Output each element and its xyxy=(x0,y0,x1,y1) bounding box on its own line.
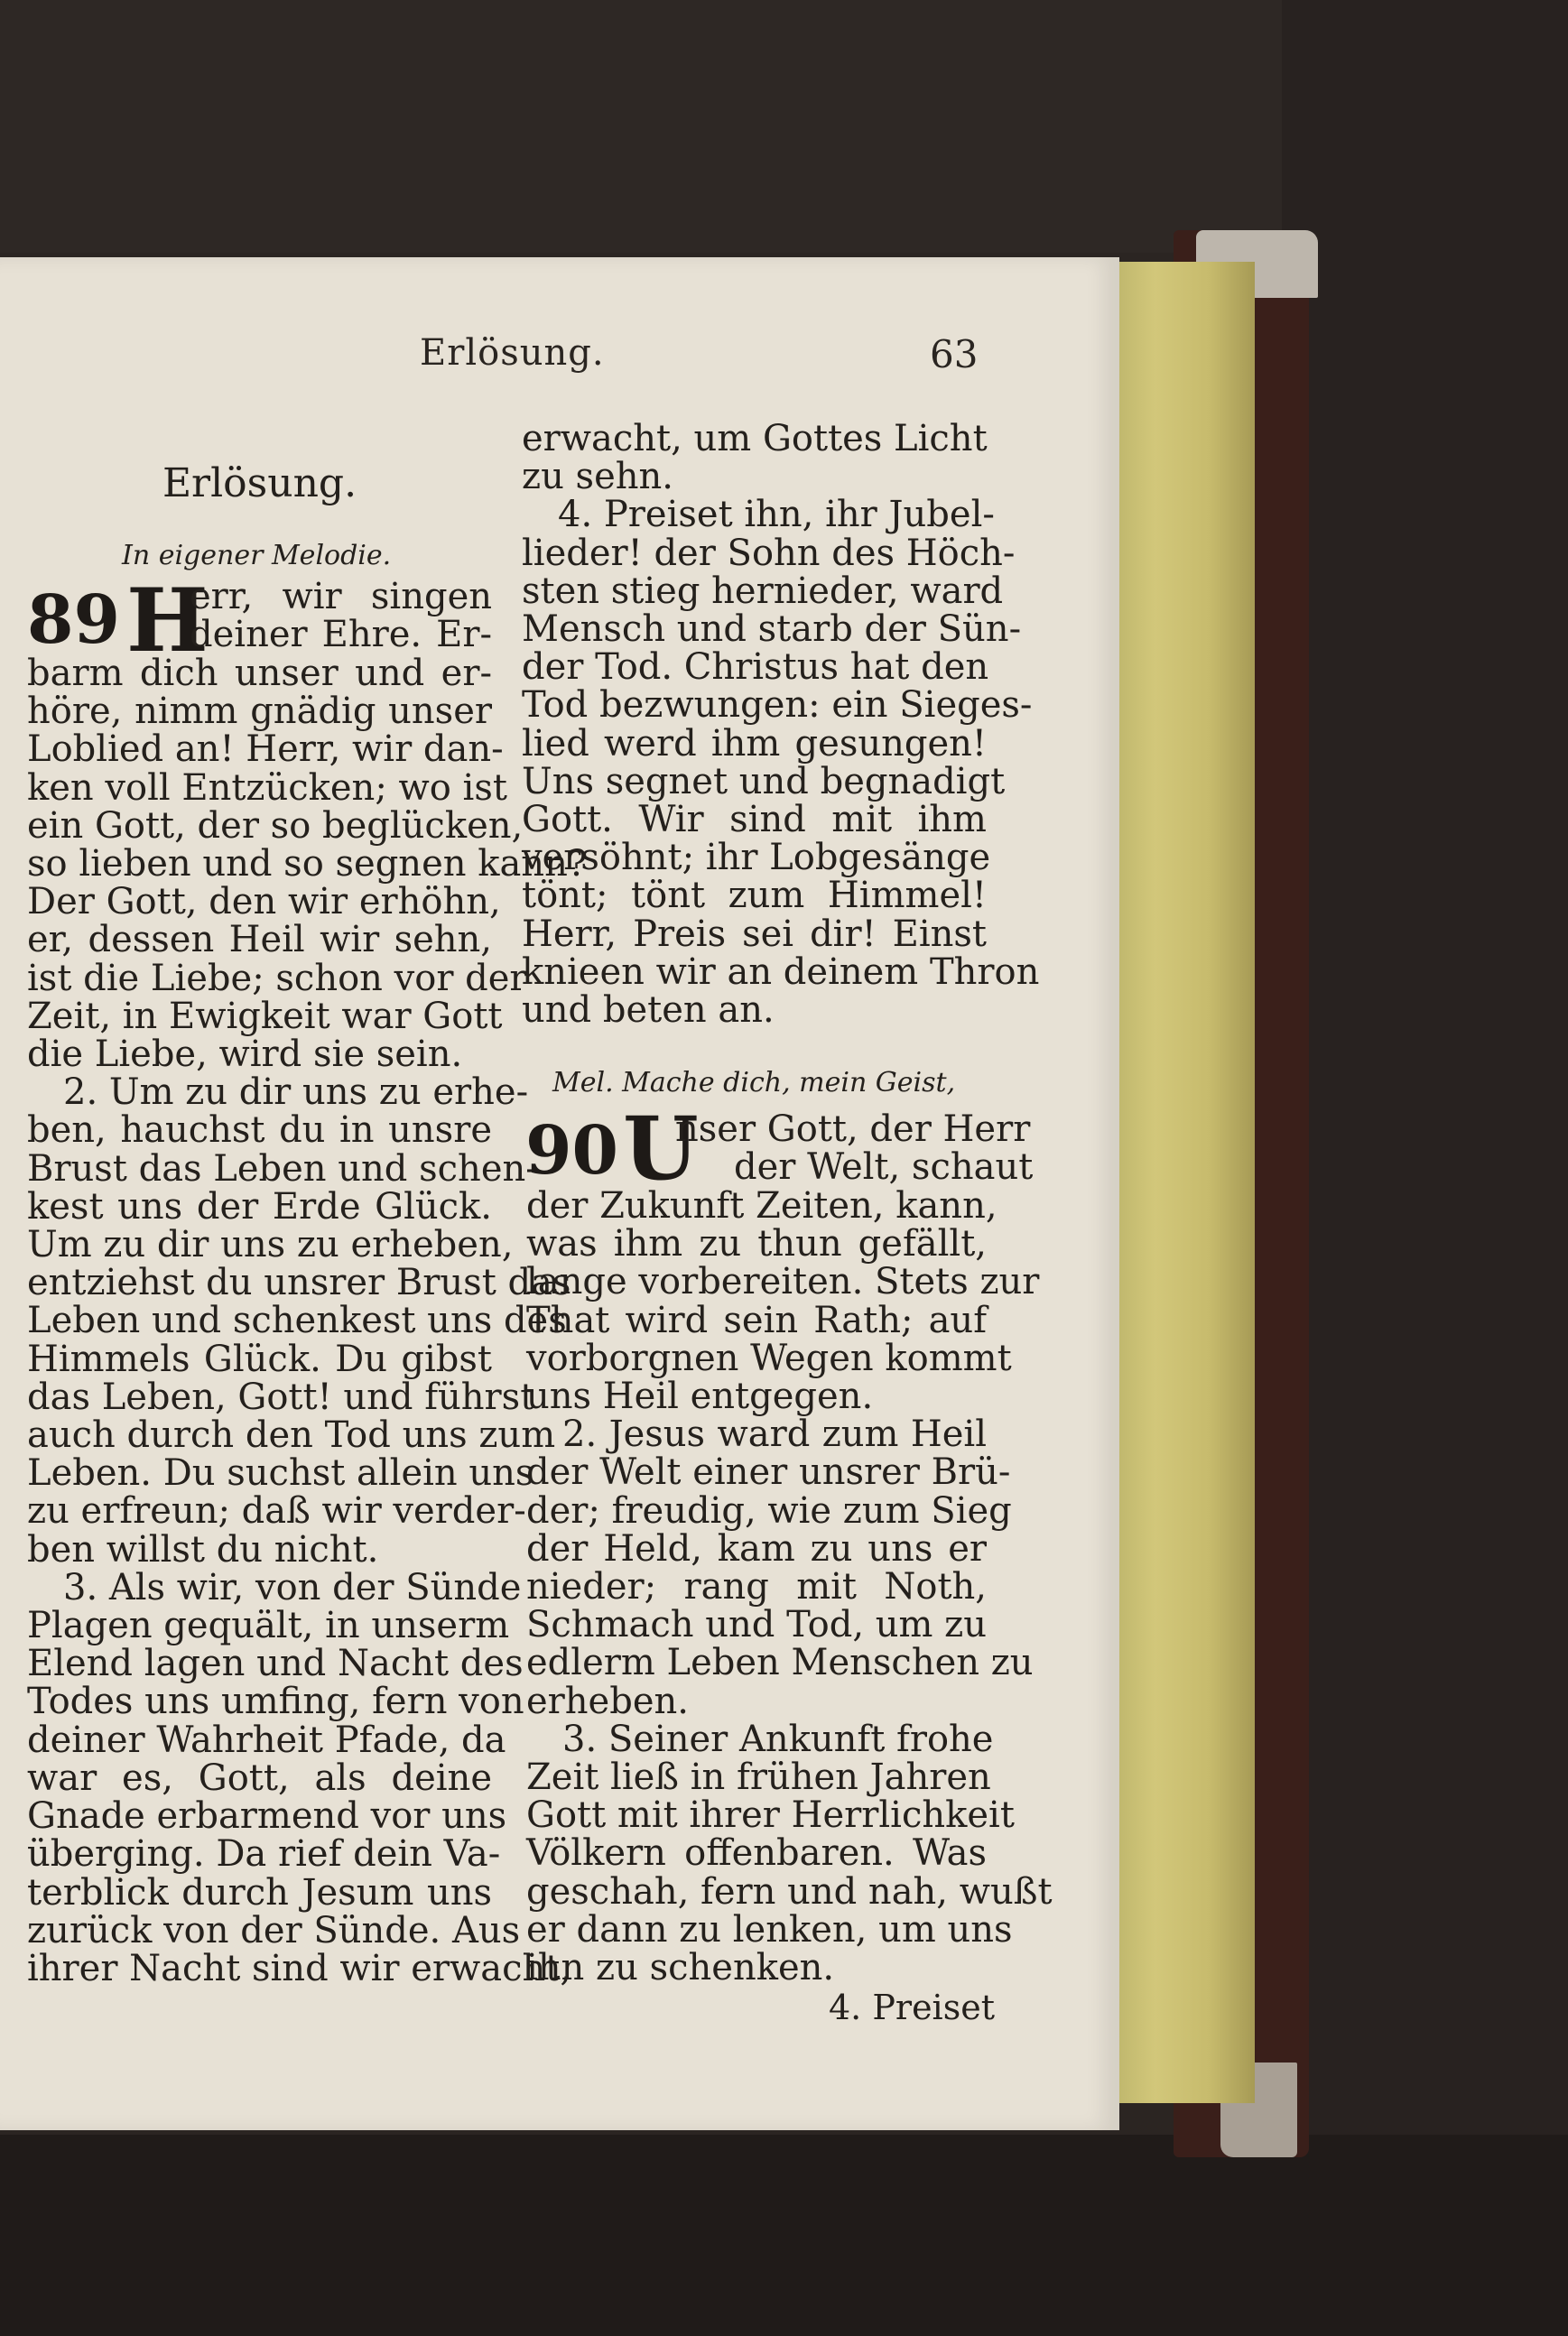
text-line: 3. Als wir, von der Sünde xyxy=(63,1566,522,1608)
hymn-89-opening xyxy=(190,578,492,654)
text-line: Leben und schenkest uns des xyxy=(27,1300,567,1342)
text-line: versöhnt; ihr Lobgesänge xyxy=(522,837,991,879)
gilded-page-edge xyxy=(1101,262,1255,2103)
text-line: auch durch den Tod uns zum xyxy=(27,1414,556,1457)
text-line: Herr, Preis sei dir! Einst xyxy=(522,913,987,955)
text-line: 2. Um zu dir uns zu erhe- xyxy=(63,1071,529,1114)
text-line: err, wir singen xyxy=(190,576,492,617)
text-line: Gnade erbarmend vor uns xyxy=(27,1795,507,1838)
text-line: entziehst du unsrer Brust das xyxy=(27,1262,571,1304)
text-line: erheben. xyxy=(526,1680,689,1722)
text-line: deiner Ehre. Er- xyxy=(190,614,492,656)
text-line: zu erfreun; daß wir verder- xyxy=(27,1490,526,1533)
page-number: 63 xyxy=(930,332,979,376)
text-line: das Leben, Gott! und führst xyxy=(27,1376,535,1418)
text-line: Zeit, in Ewigkeit war Gott xyxy=(27,995,503,1037)
text-line: deiner Wahrheit Pfade, da xyxy=(27,1719,506,1761)
text-line: Elend lagen und Nacht des xyxy=(27,1643,524,1685)
section-title: Erlösung. xyxy=(162,460,357,506)
text-line: nser Gott, der Herr xyxy=(675,1108,1031,1150)
text-line: kest uns der Erde Glück. xyxy=(27,1185,492,1228)
melody-note-90: Mel. Mache dich, mein Geist, xyxy=(552,1067,956,1098)
text-line: der Zukunft Zeiten, kann, xyxy=(526,1185,997,1227)
text-line: Brust das Leben und schen- xyxy=(27,1147,538,1190)
melody-note-89: In eigener Melodie. xyxy=(122,540,392,571)
drop-cap-89: H xyxy=(126,570,209,672)
text-line: höre, nimm gnädig unser xyxy=(27,691,492,733)
text-line: so lieben und so segnen kann? xyxy=(27,843,588,885)
text-line: Uns segnet und begnadigt xyxy=(522,760,1006,802)
text-line: nieder; rang mit Noth, xyxy=(526,1566,987,1608)
text-line: 3. Seiner Ankunft frohe xyxy=(562,1718,994,1760)
text-line: edlerm Leben Menschen zu xyxy=(526,1642,1034,1684)
text-line: erwacht, um Gottes Licht xyxy=(522,418,988,459)
text-line: der; freudig, wie zum Sieg xyxy=(526,1489,1012,1532)
text-line: er, dessen Heil wir sehn, xyxy=(27,919,492,961)
text-line: der Welt einer unsrer Brü- xyxy=(526,1451,1011,1494)
hymn-90-opening xyxy=(675,1108,1034,1189)
text-line: Himmels Glück. Du gibst xyxy=(27,1338,492,1380)
text-line: der Tod. Christus hat den xyxy=(522,646,989,689)
hymn-90-body xyxy=(526,1185,1053,1989)
text-line: Todes uns umfing, fern von xyxy=(27,1681,524,1723)
text-line: Völkern offenbaren. Was xyxy=(526,1832,987,1875)
text-line: Tod bezwungen: ein Sieges- xyxy=(522,684,1033,727)
text-line: knieen wir an deinem Thron xyxy=(522,950,1040,993)
text-line: That wird sein Rath; auf xyxy=(526,1299,987,1341)
running-header-title: Erlösung. xyxy=(420,332,605,374)
hymn-number-90: 90 xyxy=(525,1112,618,1190)
text-line: lange vorbereiten. Stets zur xyxy=(526,1261,1040,1303)
text-line: 4. Preiset ihn, ihr Jubel- xyxy=(558,494,995,536)
text-line: Um zu dir uns zu erheben, xyxy=(27,1224,514,1266)
text-line: geschah, fern und nah, wußt xyxy=(526,1870,1053,1913)
text-line: ihrer Nacht sind wir erwacht, xyxy=(27,1947,572,1989)
text-line: war es, Gott, als deine xyxy=(27,1757,492,1799)
text-line: ben willst du nicht. xyxy=(27,1528,379,1571)
text-line: Loblied an! Herr, wir dan- xyxy=(27,728,504,771)
text-line: ben, hauchst du in unsre xyxy=(27,1109,492,1152)
text-line: uns Heil entgegen. xyxy=(526,1376,874,1418)
text-line: vorborgnen Wegen kommt xyxy=(526,1337,1012,1379)
text-line: die Liebe, wird sie sein. xyxy=(27,1034,463,1076)
text-line: Schmach und Tod, um zu xyxy=(526,1604,987,1646)
text-line: ist die Liebe; schon vor der xyxy=(27,957,527,999)
text-line: der Welt, schaut xyxy=(734,1146,1034,1189)
text-line: und beten an. xyxy=(522,989,775,1032)
text-line: überging. Da rief dein Va- xyxy=(27,1833,501,1876)
text-line: er dann zu lenken, um uns xyxy=(526,1908,1013,1951)
text-line: lieder! der Sohn des Höch- xyxy=(522,532,1016,574)
text-line: barm dich unser und er- xyxy=(27,653,492,694)
text-line: tönt; tönt zum Himmel! xyxy=(522,875,987,917)
background-right xyxy=(1282,0,1568,2336)
hymn-89-continuation xyxy=(522,418,1040,1032)
text-line: ken voll Entzücken; wo ist xyxy=(27,766,507,809)
text-line: Zeit ließ in frühen Jahren xyxy=(526,1757,991,1799)
text-line: Der Gott, den wir erhöhn, xyxy=(27,881,501,923)
text-line: der Held, kam zu uns er xyxy=(526,1527,987,1570)
text-line: Mensch und starb der Sün- xyxy=(522,608,1022,651)
background-bottom xyxy=(0,2135,1568,2336)
text-line: Gott. Wir sind mit ihm xyxy=(522,799,987,841)
text-line: zu sehn. xyxy=(522,456,673,498)
catchword: 4. Preiset xyxy=(829,1988,995,2027)
drop-cap-90: U xyxy=(623,1098,699,1200)
text-line: sten stieg hernieder, ward xyxy=(522,570,1004,612)
text-line: Leben. Du suchst allein uns xyxy=(27,1452,534,1495)
text-line: zurück von der Sünde. Aus xyxy=(27,1909,521,1951)
text-line: Gott mit ihrer Herrlichkeit xyxy=(526,1794,1015,1837)
text-line: was ihm zu thun gefällt, xyxy=(526,1223,987,1265)
text-line: ihn zu schenken. xyxy=(526,1947,835,1989)
text-line: 2. Jesus ward zum Heil xyxy=(562,1414,987,1456)
text-line: lied werd ihm gesungen! xyxy=(522,722,987,765)
text-line: terblick durch Jesum uns xyxy=(27,1871,492,1914)
text-line: Plagen gequält, in unserm xyxy=(27,1605,510,1647)
text-line: ein Gott, der so beglücken, xyxy=(27,804,524,847)
hymn-number-89: 89 xyxy=(27,581,120,659)
